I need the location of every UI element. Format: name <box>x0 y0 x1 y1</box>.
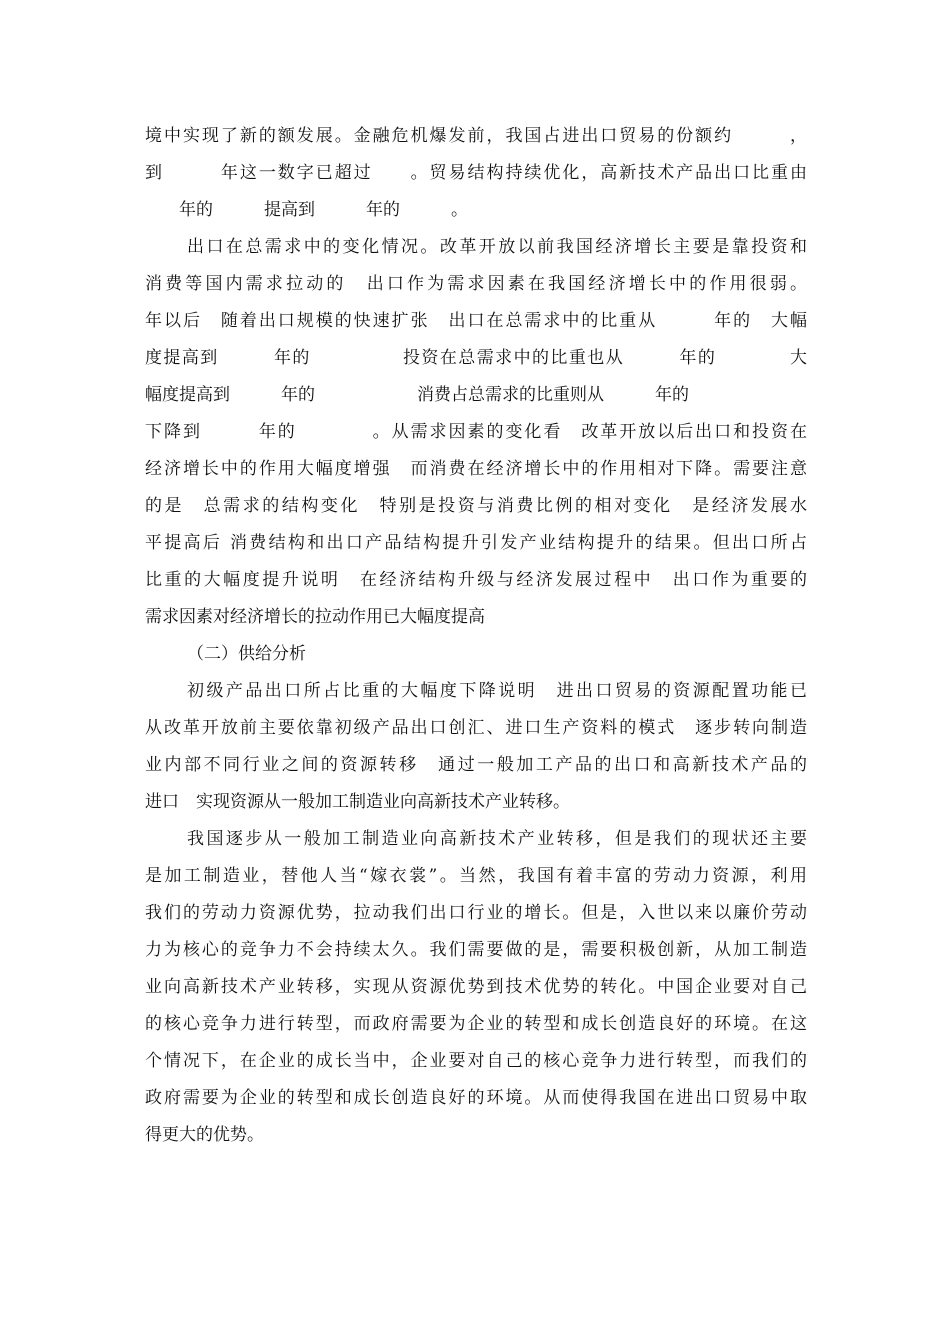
text-line: 政府需要为企业的转型和成长创造良好的环境。从而使得我国在进出口贸易中取 <box>145 1088 807 1108</box>
paragraph-4 <box>145 821 807 1154</box>
text-line: 消费等国内需求拉动的 出口作为需求因素在我国经济增长中的作用很弱。 <box>145 274 807 294</box>
text-line: 下降到 年的 。从需求因素的变化看 改革开放以后出口和投资在 <box>145 422 807 442</box>
text-line: 业向高新技术产业转移，实现从资源优势到技术优势的转化。中国企业要对自己 <box>145 977 807 997</box>
text-line: 经济增长中的作用大幅度增强 而消费在经济增长中的作用相对下降。需要注意 <box>145 459 807 479</box>
text-line: 度提高到 年的 投资在总需求中的比重也从 年的 大 <box>145 348 807 368</box>
text-line: 年以后 随着出口规模的快速扩张 出口在总需求中的比重从 年的 大幅 <box>145 311 807 331</box>
document-page <box>145 118 807 1154</box>
text-line: 平提高后 消费结构和出口产品结构提升引发产业结构提升的结果。但出口所占 <box>145 533 807 553</box>
text-line: 到 年这一数字已超过 。贸易结构持续优化，高新技术产品出口比重由 <box>145 163 807 183</box>
paragraph-1 <box>145 118 807 229</box>
text-line: 需求因素对经济增长的拉动作用已大幅度提高 <box>145 607 485 627</box>
text-line: 的核心竞争力进行转型，而政府需要为企业的转型和成长创造良好的环境。在这 <box>145 1014 807 1034</box>
text-line: 力为核心的竞争力不会持续太久。我们需要做的是，需要积极创新，从加工制造 <box>145 940 807 960</box>
paragraph-3 <box>145 673 807 821</box>
text-line: 个情况下，在企业的成长当中，企业要对自己的核心竞争力进行转型，而我们的 <box>145 1051 807 1071</box>
text-line: 幅度提高到 年的 消费占总需求的比重则从 年的 <box>145 385 689 405</box>
text-line: 比重的大幅度提升说明 在经济结构升级与经济发展过程中 出口作为重要的 <box>145 570 807 590</box>
text-line: 业内部不同行业之间的资源转移 通过一般加工产品的出口和高新技术产品的 <box>145 755 807 775</box>
paragraph-2 <box>145 229 807 636</box>
text-line: 从改革开放前主要依靠初级产品出口创汇、进口生产资料的模式 逐步转向制造 <box>145 718 807 738</box>
text-line: 我们的劳动力资源优势，拉动我们出口行业的增长。但是，入世以来以廉价劳动 <box>145 903 807 923</box>
text-line: 我国逐步从一般加工制造业向高新技术产业转移，但是我们的现状还主要 <box>187 829 807 849</box>
text-line: 初级产品出口所占比重的大幅度下降说明 进出口贸易的资源配置功能已 <box>187 681 807 701</box>
text-line: 进口 实现资源从一般加工制造业向高新技术产业转移。 <box>145 792 570 812</box>
text-line: 境中实现了新的额发展。金融危机爆发前，我国占进出口贸易的份额约 ， <box>145 126 807 146</box>
text-line: 得更大的优势。 <box>145 1125 264 1145</box>
text-line: 是加工制造业，替他人当“嫁衣裳”。当然，我国有着丰富的劳动力资源，利用 <box>145 866 807 886</box>
text-line: 的是 总需求的结构变化 特别是投资与消费比例的相对变化 是经济发展水 <box>145 496 807 516</box>
text-line: 出口在总需求中的变化情况。改革开放以前我国经济增长主要是靠投资和 <box>187 237 807 257</box>
text-line: 年的 提高到 年的 。 <box>145 200 468 220</box>
section-heading: （二）供给分析 <box>187 644 306 664</box>
